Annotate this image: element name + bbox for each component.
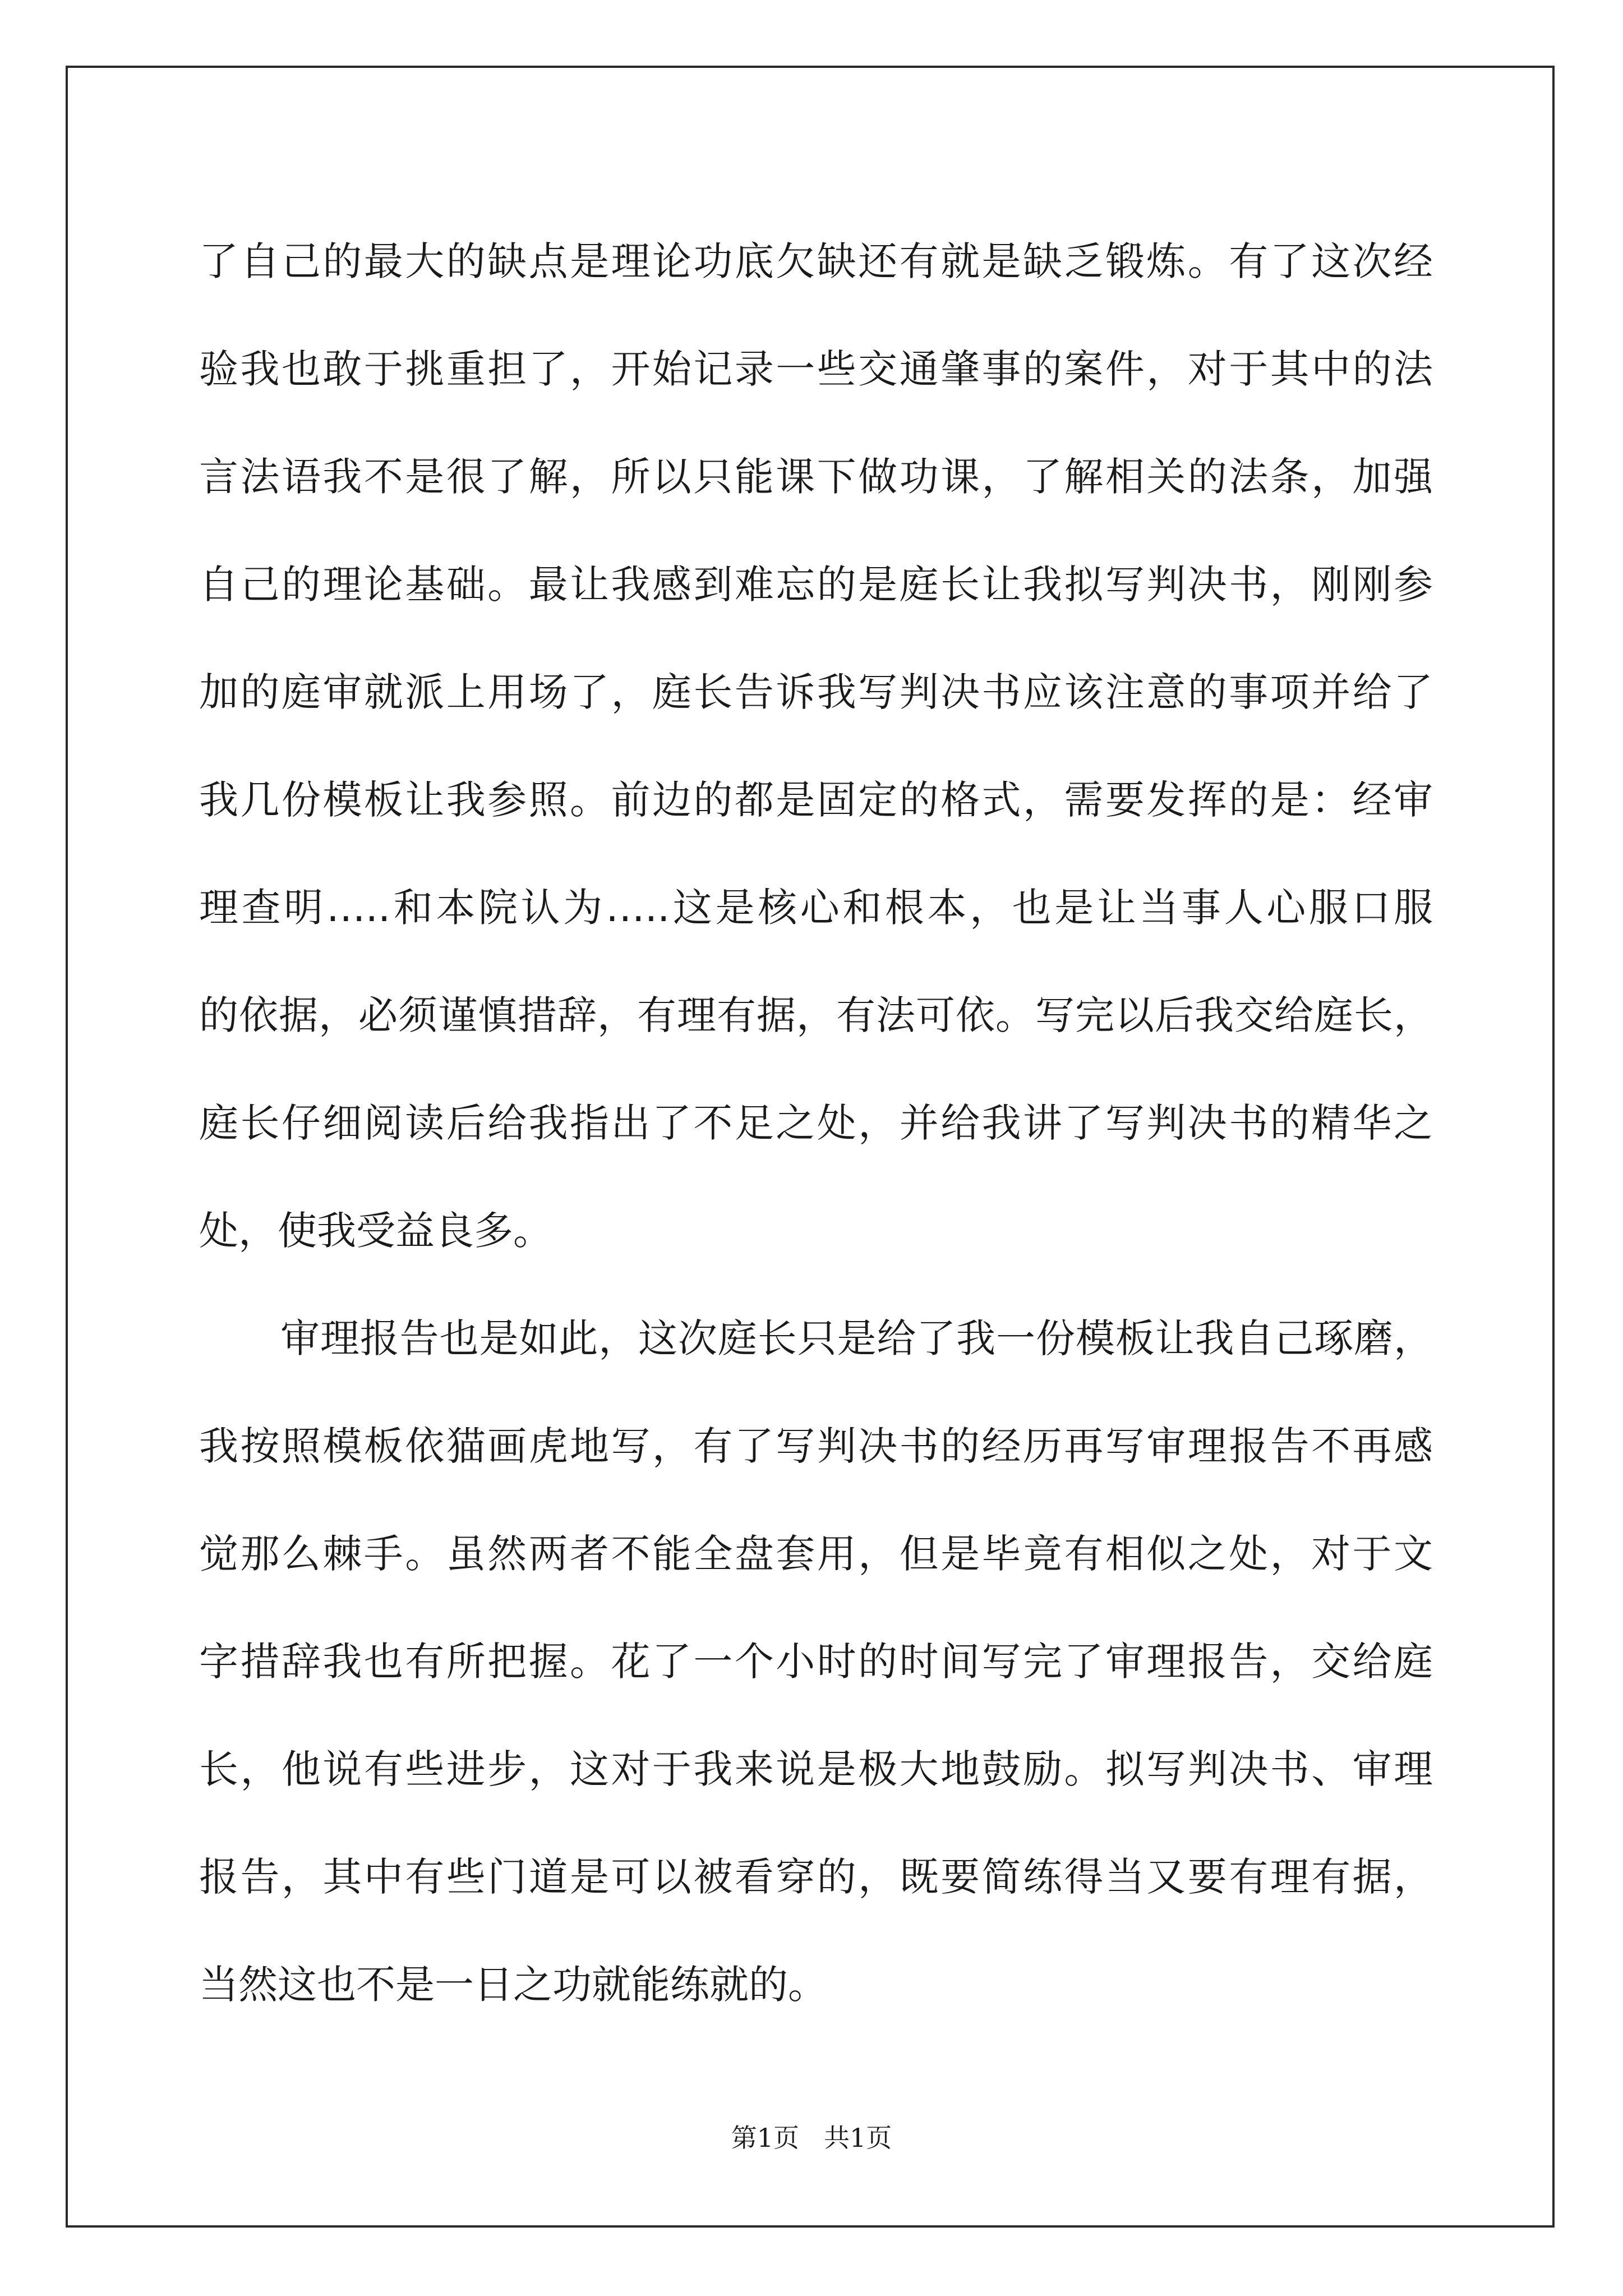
text-line: 当然这也不是一日之功就能练就的。: [199, 1962, 827, 2008]
text-line: 的依据，必须谨慎措辞，有理有据，有法可依。写完以后我交给庭长，: [199, 992, 1433, 1038]
text-line: 长，他说有些进步，这对于我来说是极大地鼓励。拟写判决书、审理: [199, 1746, 1433, 1792]
text-line: 言法语我不是很了解，所以只能课下做功课，了解相关的法条，加强: [199, 454, 1433, 500]
text-line: 处，使我受益良多。: [199, 1208, 552, 1254]
text-line: 了自己的最大的缺点是理论功底欠缺还有就是缺乏锻炼。有了这次经: [199, 238, 1433, 284]
text-line: 验我也敢于挑重担了，开始记录一些交通肇事的案件，对于其中的法: [199, 346, 1433, 392]
page-number: 第1页: [731, 2123, 799, 2153]
text-line: 报告，其中有些门道是可以被看穿的，既要简练得当又要有理有据，: [199, 1854, 1433, 1900]
text-line: 加的庭审就派上用场了，庭长告诉我写判决书应该注意的事项并给了: [199, 669, 1433, 715]
text-line: 理查明…..和本院认为…..这是核心和根本，也是让当事人心服口服: [199, 885, 1433, 931]
text-line: 自己的理论基础。最让我感到难忘的是庭长让我拟写判决书，刚刚参: [199, 562, 1433, 608]
text-line: 我几份模板让我参照。前边的都是固定的格式，需要发挥的是：经审: [199, 777, 1433, 823]
text-line: 我按照模板依猫画虎地写，有了写判决书的经历再写审理报告不再感: [199, 1423, 1433, 1469]
text-line: 觉那么棘手。虽然两者不能全盘套用，但是毕竟有相似之处，对于文: [199, 1531, 1433, 1577]
document-body: [199, 208, 1433, 2039]
text-line: 庭长仔细阅读后给我指出了不足之处，并给我讲了写判决书的精华之: [199, 1100, 1433, 1146]
page-footer: [0, 2118, 1623, 2155]
text-line: 审理报告也是如此，这次庭长只是给了我一份模板让我自己琢磨，: [280, 1315, 1433, 1361]
page-total: 共1页: [824, 2123, 892, 2153]
text-line: 字措辞我也有所把握。花了一个小时的时间写完了审理报告，交给庭: [199, 1639, 1433, 1685]
